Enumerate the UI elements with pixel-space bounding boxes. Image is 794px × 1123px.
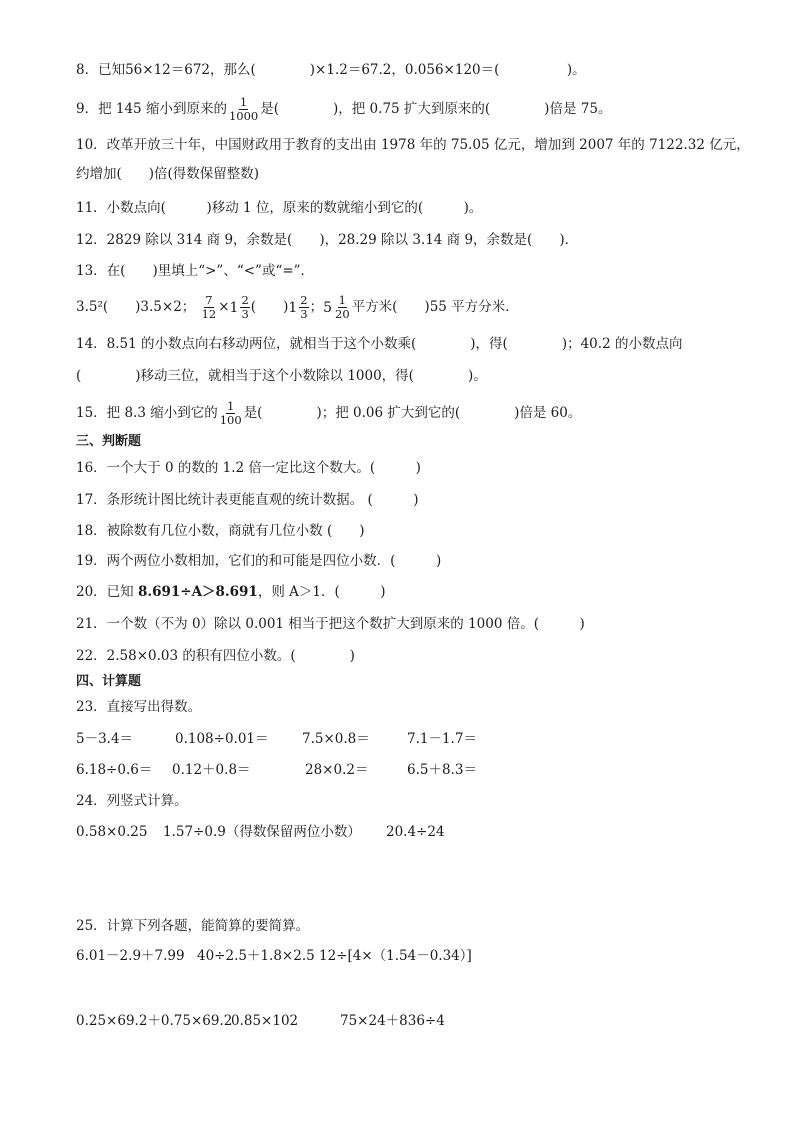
- question-15: [76, 400, 581, 427]
- question-18: 18．被除数有几位小数，商就有几位小数 ( ): [76, 523, 365, 539]
- calc-item: 1.57÷0.9（得数保留两位小数）: [163, 824, 361, 840]
- fraction: $\frac{2}{3}$: [300, 293, 308, 321]
- calc-item: 0.58×0.25: [76, 824, 148, 840]
- question-10-line1: 10．改革开放三十年，中国财政用于教育的支出由 1978 年的 75.05 亿元，增加到 2007 年的 7122.32 亿元，: [76, 137, 750, 153]
- question-25: 25．计算下列各题，能简算的要简算。: [76, 918, 310, 934]
- question-13-intro: 13．在( )里填上“>”、“<”或“=”．: [76, 263, 315, 279]
- separator: ；: [309, 299, 324, 315]
- fraction: $\frac{1}{1000}$: [228, 95, 259, 123]
- question-22: 22．2.58×0.03 的积有四位小数。( ): [76, 648, 355, 664]
- question-21: 21．一个数（不为 0）除以 0.001 相当于把这个数扩大到原来的 1000 倍。( ): [76, 616, 585, 632]
- calc-item: 75×24＋836÷4: [340, 1013, 445, 1029]
- question-23: 23．直接写出得数。: [76, 699, 202, 715]
- q13-tail: 平方米( )55 平方分米．: [351, 299, 519, 315]
- fraction: $\frac{7}{12}$: [201, 293, 217, 321]
- question-20-post: ，则 A＞1．( ): [257, 584, 386, 600]
- calc-item: 5－3.4＝: [76, 731, 134, 747]
- question-20-bold: 8.691÷A＞8.691: [137, 584, 258, 600]
- calc-item: 0.108÷0.01＝: [175, 731, 269, 747]
- question-16: 16．一个大于 0 的数的 1.2 倍一定比这个数大。( ): [76, 460, 421, 476]
- calc-item: 0.12＋0.8＝: [172, 762, 251, 778]
- calc-item: 6.01－2.9＋7.99: [76, 948, 185, 964]
- mixed-number: 1 $\frac{2}{3}$: [229, 293, 249, 321]
- blank: ( ): [250, 299, 289, 315]
- calc-item: 12÷[4×（1.54－0.34）]: [319, 948, 472, 964]
- question-15-pre: 15．把 8.3 缩小到它的: [76, 405, 218, 421]
- calc-item: 7.1－1.7＝: [407, 731, 477, 747]
- times-sign: ×: [218, 299, 230, 315]
- question-24: 24．列竖式计算。: [76, 793, 188, 809]
- q13-item-a: 3.5²( )3.5×2；: [76, 299, 196, 315]
- calc-item: 6.5＋8.3＝: [407, 762, 477, 778]
- question-15-post: 是( )；把 0.06 扩大到它的( )倍是 60。: [243, 405, 582, 421]
- question-9-pre: 9．把 145 缩小到原来的: [76, 101, 227, 117]
- question-12: 12．2829 除以 314 商 9，余数是( )，28.29 除以 3.14 商 9，余数是( )．: [76, 232, 579, 248]
- question-8: 8．已知56×12＝672，那么( )×1.2＝67.2，0.056×120＝( )。: [76, 62, 586, 78]
- calc-item: 0.25×69.2＋0.75×69.2: [76, 1013, 233, 1029]
- section-heading-3: 三、判断题: [76, 434, 142, 449]
- fraction: $\frac{1}{20}$: [335, 293, 350, 321]
- question-17: 17．条形统计图比统计表更能直观的统计数据。 ( ): [76, 492, 419, 508]
- section-heading-4: 四、计算题: [76, 674, 142, 689]
- calc-item: 0.85×102: [231, 1013, 299, 1029]
- mixed-number: 5 $\frac{1}{20}$: [323, 293, 350, 321]
- question-11: 11．小数点向( )移动 1 位，原来的数就缩小到它的( )。: [76, 200, 483, 216]
- fraction: $\frac{1}{100}$: [219, 399, 242, 427]
- question-20: [76, 582, 386, 602]
- calc-item: 20.4÷24: [386, 824, 445, 840]
- calc-item: 28×0.2＝: [305, 762, 369, 778]
- mixed-number: 1 $\frac{2}{3}$: [288, 293, 308, 321]
- question-10-line2: 约增加( )倍(得数保留整数): [76, 166, 260, 182]
- calc-item: 6.18÷0.6＝: [76, 762, 153, 778]
- question-9-post: 是( )，把 0.75 扩大到原来的( )倍是 75。: [260, 101, 612, 117]
- question-9: [76, 96, 611, 123]
- question-14-line2: ( )移动三位，就相当于这个小数除以 1000，得( )。: [76, 368, 487, 384]
- question-20-pre: 20．已知: [76, 584, 138, 600]
- calc-item: 40÷2.5＋1.8×2.5: [197, 948, 315, 964]
- calc-item: 7.5×0.8＝: [302, 731, 370, 747]
- question-14-line1: 14．8.51 的小数点向右移动两位，就相当于这个小数乘( )，得( )；40.2 的小数点向: [76, 336, 683, 352]
- fraction: $\frac{2}{3}$: [241, 293, 249, 321]
- question-19: 19．两个两位小数相加，它们的和可能是四位小数．( ): [76, 553, 442, 569]
- question-13-items: [76, 292, 519, 323]
